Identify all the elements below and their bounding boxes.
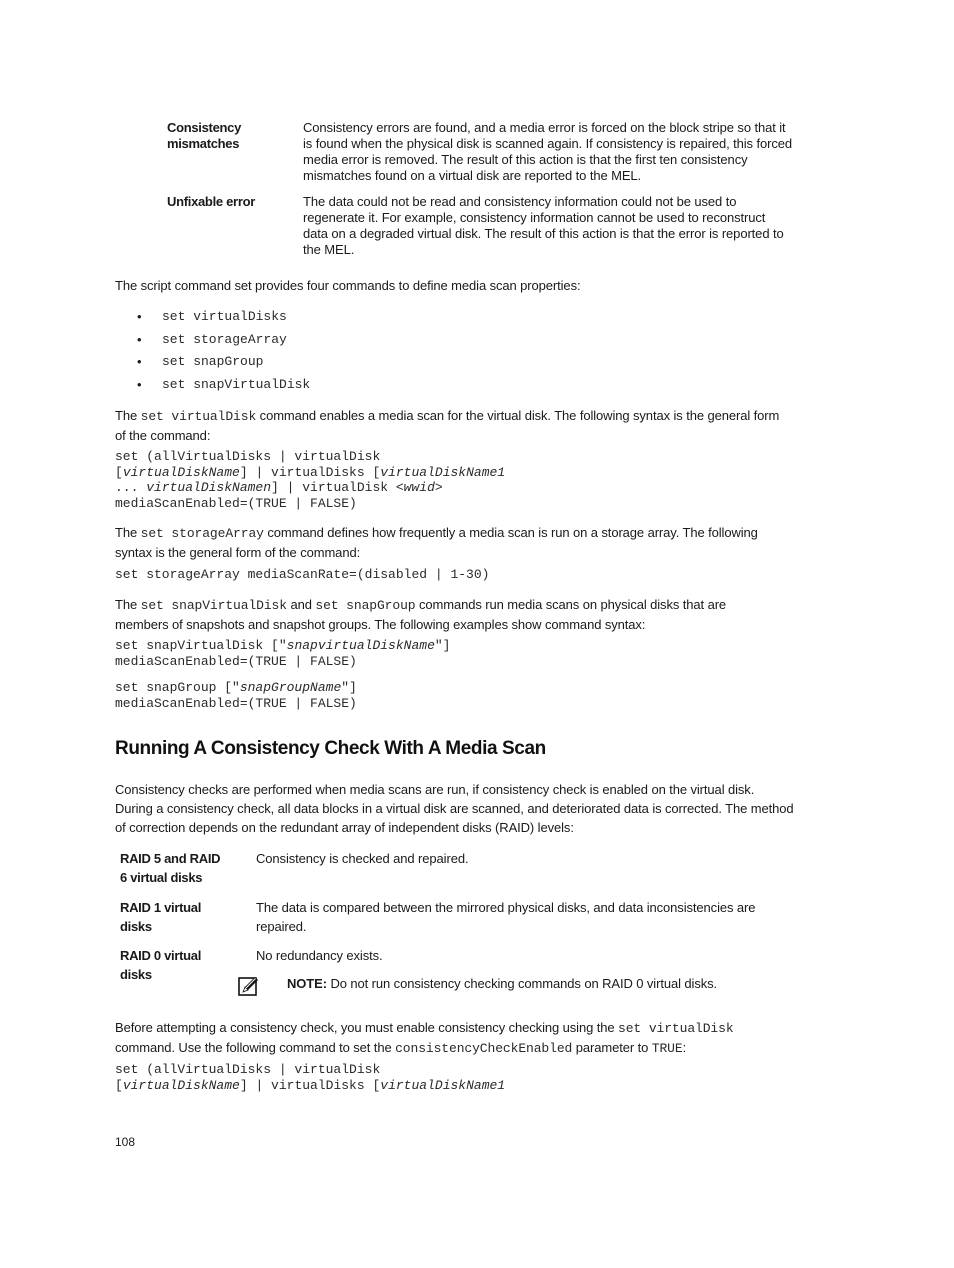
command-name: set snapVirtualDisk: [162, 376, 311, 392]
bullet-icon: •: [137, 309, 142, 324]
raid-term-raid5-6: [120, 849, 220, 887]
desc-line: No redundancy exists.: [256, 948, 383, 963]
inline-code: set snapVirtualDisk: [140, 598, 287, 613]
text-run: command enables a media scan for the virtual disk. The following syntax is the general form: [256, 408, 780, 423]
code-run: "]: [341, 680, 357, 695]
command-name: set snapGroup: [162, 354, 264, 369]
raid-desc-raid1: [256, 898, 816, 936]
code-block-snapgroup: [115, 680, 357, 711]
inline-code: set virtualDisk: [618, 1021, 734, 1036]
note-text: [287, 974, 717, 993]
code-line: [115, 1078, 505, 1094]
desc-line: media error is removed. The result of this action is that the first ten consistency: [303, 152, 748, 167]
code-line: mediaScanEnabled=(TRUE | FALSE): [115, 653, 357, 669]
code-line: set (allVirtualDisks | virtualDisk: [115, 449, 381, 464]
paragraph-line: During a consistency check, all data blocks in a virtual disk are scanned, and deteriorated data is corrected. The method: [115, 801, 794, 816]
code-param: virtualDiskName1: [380, 464, 506, 480]
paragraph-line: [115, 406, 835, 426]
paragraph-line: [115, 1018, 835, 1038]
term-line: RAID 1 virtual: [120, 900, 202, 915]
code-run: "]: [434, 638, 451, 653]
paragraph-line: [115, 523, 835, 543]
paragraph-line: of correction depends on the redundant array of independent disks (RAID) levels:: [115, 820, 574, 835]
section-heading: Running A Consistency Check With A Media Scan: [115, 738, 546, 759]
list-item: [137, 309, 310, 332]
code-param: virtualDiskName: [122, 1077, 240, 1093]
list-item: [137, 332, 310, 355]
code-run: ...: [115, 480, 147, 495]
definition-term-consistency-mismatches: [167, 120, 241, 152]
code-block-snapvirtualdisk: [115, 638, 450, 669]
code-param: snapvirtualDiskName: [286, 638, 435, 653]
text-run: command defines how frequently a media scan is run on a storage array. The following: [263, 525, 758, 540]
code-line: [115, 680, 357, 696]
paragraph-line: [115, 595, 835, 615]
inline-code: TRUE: [651, 1041, 683, 1056]
command-bullet-list: [137, 309, 310, 399]
code-line: [115, 465, 505, 481]
term-line: RAID 0 virtual: [120, 948, 202, 963]
text-run: The: [115, 408, 141, 423]
desc-line: The data is compared between the mirrored physical disks, and data inconsistencies are: [256, 900, 756, 915]
text-run: The: [115, 597, 141, 612]
code-block-consistency-enable: [115, 1062, 505, 1093]
text-run: parameter to: [572, 1040, 652, 1055]
desc-line: the MEL.: [303, 242, 355, 257]
code-block-virtualdisk: [115, 449, 505, 511]
paragraph-line: members of snapshots and snapshot groups. The following examples show command syntax:: [115, 617, 646, 632]
paragraph-line: [115, 1038, 835, 1058]
inline-code: set snapGroup: [315, 598, 416, 613]
term-line: Consistency: [167, 120, 242, 135]
code-run: ] | virtualDisk <: [271, 480, 404, 495]
note-pencil-icon: [238, 975, 260, 1002]
raid-desc-raid0: [256, 946, 383, 965]
term-line: 6 virtual disks: [120, 870, 203, 885]
code-line: [115, 638, 450, 654]
paragraph-line: Consistency checks are performed when media scans are run, if consistency check is enabled on the virtual disk.: [115, 782, 755, 797]
note-body: Do not run consistency checking commands on RAID 0 virtual disks.: [326, 976, 718, 991]
page-number: 108: [115, 1135, 136, 1149]
text-run: :: [682, 1040, 687, 1055]
code-run: ] | virtualDisks [: [239, 1077, 381, 1093]
desc-line: repaired.: [256, 919, 307, 934]
raid-term-raid1: [120, 898, 201, 936]
command-name: set virtualDisks: [162, 309, 287, 324]
desc-line: mismatches found on a virtual disk are reported to the MEL.: [303, 168, 642, 183]
term-line: Unfixable error: [167, 194, 255, 209]
code-param: virtualDiskName1: [380, 1077, 506, 1093]
term-line: disks: [120, 919, 152, 934]
definition-desc-unfixable-error: [303, 194, 823, 258]
inline-code: set virtualDisk: [140, 409, 257, 424]
code-run: set snapVirtualDisk [": [115, 638, 287, 653]
inline-code: set storageArray: [140, 526, 264, 541]
text-run: and: [286, 597, 316, 612]
paragraph-line: syntax is the general form of the command:: [115, 545, 361, 560]
list-item: [137, 377, 310, 400]
desc-line: The data could not be read and consistency information could not be used to: [303, 194, 737, 209]
term-line: disks: [120, 967, 152, 982]
virtualdisk-paragraph: [115, 406, 835, 445]
command-name: set storageArray: [162, 331, 287, 347]
term-line: mismatches: [167, 136, 240, 151]
term-line: RAID 5 and RAID: [120, 851, 221, 866]
code-run: ] | virtualDisks [: [239, 464, 381, 480]
intro-paragraph: The script command set provides four commands to define media scan properties:: [115, 278, 581, 293]
snapshot-paragraph: [115, 595, 835, 634]
code-line: set (allVirtualDisks | virtualDisk: [115, 1062, 381, 1077]
consistency-check-paragraph: [115, 780, 835, 837]
bullet-icon: •: [137, 331, 142, 347]
code-param: wwid: [403, 480, 435, 495]
storagearray-paragraph: [115, 523, 835, 562]
code-line: mediaScanEnabled=(TRUE | FALSE): [115, 495, 357, 511]
text-run: command. Use the following command to set the: [115, 1040, 396, 1055]
text-run: commands run media scans on physical disks that are: [415, 597, 727, 612]
desc-line: is found when the physical disk is scanned again. If consistency is repaired, this forced: [303, 136, 792, 151]
paragraph-line: of the command:: [115, 428, 211, 443]
definition-desc-consistency-mismatches: [303, 120, 823, 184]
code-run: [: [115, 1077, 123, 1093]
code-param: virtualDiskName: [122, 464, 240, 480]
code-run: set snapGroup [": [115, 680, 240, 695]
bullet-icon: •: [137, 354, 142, 369]
inline-code: consistencyCheckEnabled: [395, 1041, 573, 1056]
bullet-icon: •: [137, 376, 142, 392]
text-run: Before attempting a consistency check, you must enable consistency checking using the: [115, 1020, 619, 1035]
text-run: The: [115, 525, 141, 540]
code-param: snapGroupName: [239, 680, 342, 695]
raid-desc-raid5-6: [256, 849, 468, 868]
desc-line: Consistency errors are found, and a media error is forced on the block stripe so that it: [303, 120, 786, 135]
note-label: NOTE:: [287, 976, 327, 991]
raid-term-raid0: [120, 946, 201, 984]
code-block-storagearray: set storageArray mediaScanRate=(disabled | 1-30): [115, 567, 490, 582]
code-line: mediaScanEnabled=(TRUE | FALSE): [115, 695, 357, 711]
before-check-paragraph: [115, 1018, 835, 1058]
list-item: [137, 354, 310, 377]
code-param: virtualDiskNamen: [146, 480, 272, 495]
definition-term-unfixable-error: [167, 194, 255, 210]
desc-line: regenerate it. For example, consistency information cannot be used to reconstruct: [303, 210, 766, 225]
desc-line: Consistency is checked and repaired.: [256, 851, 469, 866]
code-line: [115, 480, 505, 496]
desc-line: data on a degraded virtual disk. The result of this action is that the error is reported to: [303, 226, 784, 241]
code-run: >: [434, 480, 443, 495]
code-run: [: [115, 464, 123, 480]
